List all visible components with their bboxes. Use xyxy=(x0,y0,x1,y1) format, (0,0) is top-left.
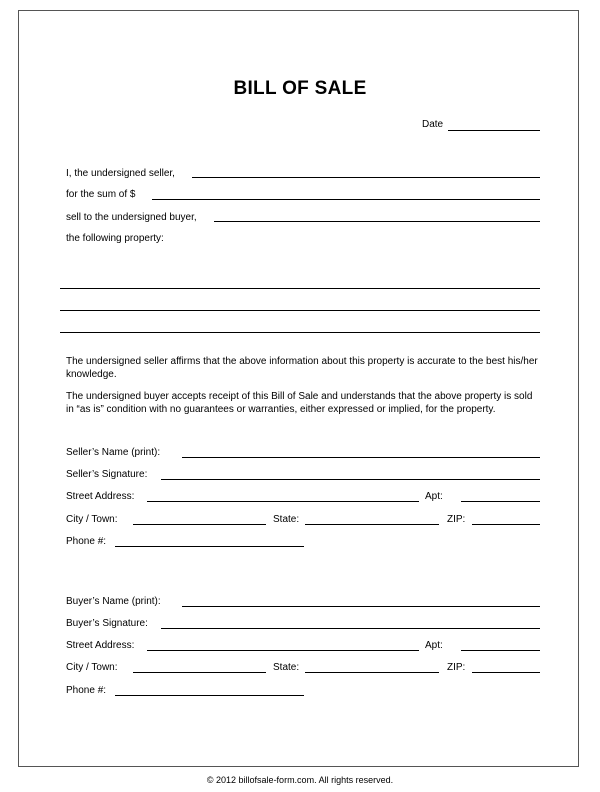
seller-apt-label: Apt: xyxy=(425,491,443,502)
buyer-phone-field[interactable] xyxy=(115,695,304,696)
property-line-1[interactable] xyxy=(60,288,540,289)
date-field[interactable] xyxy=(448,130,540,131)
seller-name-label: Seller’s Name (print): xyxy=(66,447,161,458)
sell-to-label: sell to the undersigned buyer, xyxy=(66,212,197,223)
seller-phone-field[interactable] xyxy=(115,546,304,547)
seller-intro-label: I, the undersigned seller, xyxy=(66,168,175,179)
seller-signature-field[interactable] xyxy=(161,479,540,480)
buyer-zip-label: ZIP: xyxy=(447,662,466,673)
buyer-city-field[interactable] xyxy=(133,672,266,673)
property-line-3[interactable] xyxy=(60,332,540,333)
buyer-city-label: City / Town: xyxy=(66,662,118,673)
buyer-name-label: Buyer’s Name (print): xyxy=(66,596,161,607)
buyer-state-label: State: xyxy=(273,662,300,673)
buyer-intro-field[interactable] xyxy=(214,221,540,222)
seller-state-label: State: xyxy=(273,514,300,525)
sum-field[interactable] xyxy=(152,199,540,200)
seller-phone-label: Phone #: xyxy=(66,536,107,547)
seller-signature-label: Seller’s Signature: xyxy=(66,469,148,480)
affirmation-paragraph: The undersigned seller affirms that the above information about this property is accurate to the best his/her knowledge. xyxy=(66,356,538,380)
buyer-apt-label: Apt: xyxy=(425,640,443,651)
property-label: the following property: xyxy=(66,233,164,244)
buyer-state-field[interactable] xyxy=(305,672,439,673)
sum-label: for the sum of $ xyxy=(66,189,136,200)
seller-name-field[interactable] xyxy=(182,457,540,458)
form-border xyxy=(18,10,579,767)
buyer-name-field[interactable] xyxy=(182,606,540,607)
seller-city-label: City / Town: xyxy=(66,514,118,525)
seller-zip-field[interactable] xyxy=(472,524,540,525)
buyer-zip-field[interactable] xyxy=(472,672,540,673)
acceptance-paragraph: The undersigned buyer accepts receipt of this Bill of Sale and understands that the above property is sold in “as is” condition with no guarantees or warranties, either expressed or implied, for the property. xyxy=(66,391,533,415)
buyer-signature-label: Buyer’s Signature: xyxy=(66,618,148,629)
form-title: BILL OF SALE xyxy=(233,78,367,99)
buyer-phone-label: Phone #: xyxy=(66,685,107,696)
seller-street-label: Street Address: xyxy=(66,491,135,502)
buyer-signature-field[interactable] xyxy=(161,628,540,629)
property-line-2[interactable] xyxy=(60,310,540,311)
buyer-street-label: Street Address: xyxy=(66,640,135,651)
seller-intro-field[interactable] xyxy=(192,177,540,178)
buyer-street-field[interactable] xyxy=(147,650,419,651)
copyright-footer: © 2012 billofsale-form.com. All rights reserved. xyxy=(206,775,394,785)
buyer-apt-field[interactable] xyxy=(461,650,540,651)
seller-city-field[interactable] xyxy=(133,524,266,525)
date-label: Date xyxy=(422,119,444,130)
seller-street-field[interactable] xyxy=(147,501,419,502)
seller-state-field[interactable] xyxy=(305,524,439,525)
seller-zip-label: ZIP: xyxy=(447,514,466,525)
seller-apt-field[interactable] xyxy=(461,501,540,502)
